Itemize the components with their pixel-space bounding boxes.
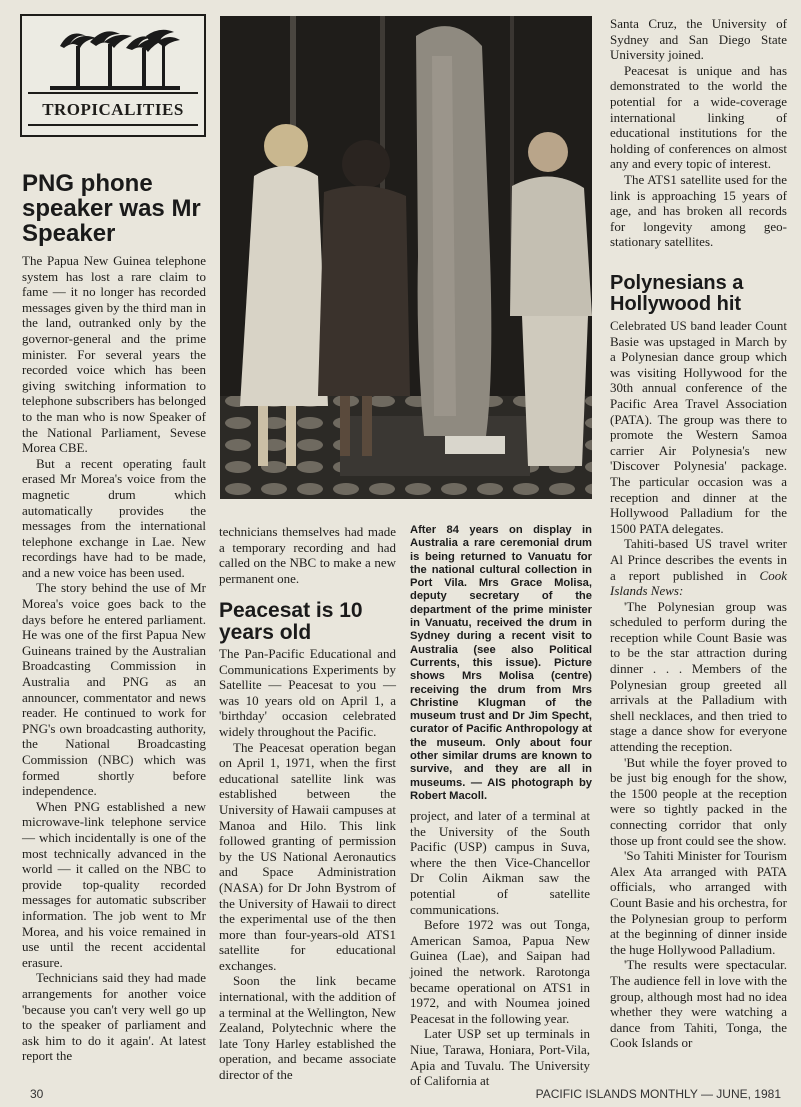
photo-illustration: [220, 16, 592, 499]
paragraph: The Pan-Pacific Educational and Communications Experiments by Satellite — Peacesat to you — was 10 years old on April 1, a 'birthday' occasion celebrated widely throughout the Pacific.: [219, 646, 396, 739]
paragraph: 'The Polynesian group was scheduled to perform during the reception while Count Basie was to be the star attraction during dinner . . . Members of the Polynesian group greeted all arrivals at the Palladium with shell necklaces, and then tried to stage a dance show for everyone attending the reception.: [610, 598, 787, 755]
paragraph: Peacesat is unique and has demonstrated to the world the potential for a wide-coverage international linking of educational institutions for the holding of conferences on almost any and every topic of interest.: [610, 62, 787, 172]
paragraph: Before 1972 was out Tonga, American Samoa, Papua New Guinea (Lae), and Saipan had joined the network. Rarotonga became operational on ATS1 in 1972, and with Noumea joined Peacesat in the following year.: [410, 917, 590, 1026]
article2-column2: [219, 646, 396, 1083]
paragraph-text: Tahiti-based US travel writer Al Prince describes the events in a report published in: [610, 536, 787, 583]
article2-column4: [610, 16, 787, 250]
photo-caption: After 84 years on display in Australia a rare ceremonial drum is being returned to Vanuatu for the national cultural collection in Port Vila. Mrs Grace Molisa, deputy secretary of the department of the prime minister in Vanuatu, received the drum in Sydney during a recent visit to Australia (see also Political Currents, this issue). Picture shows Mrs Molisa (centre) receiving the drum from Mrs Christine Klugman of the museum trust and Dr Jim Specht, curator of Pacific Anthropology at the museum. Only about four other similar drums are known to survive, and they are all in museums. — AIS photograph by Robert Macoll.: [410, 524, 592, 802]
paragraph: 'But while the foyer proved to be just big enough for the show, the 1500 people at the reception were so tightly packed in the connecting corridor that only those up front could see the show.: [610, 754, 787, 848]
paragraph: 'The results were spectacular. The audience fell in love with the group, although most had no idea whether they were watching a dance from Tahiti, Tonga, the Cook Islands or: [610, 957, 787, 1051]
logo-rule-bottom: [28, 124, 198, 126]
paragraph: But a recent operating fault erased Mr Morea's voice from the magnetic drum which automatically provides the messages from the international telephone exchange in Lae. New recordings have had to be made, and a new voice has been used.: [22, 455, 206, 580]
paragraph: [610, 536, 787, 598]
paragraph: project, and later of a terminal at the University of the South Pacific (USP) campus in Suva, where the then Vice-Chancellor Dr Colin Aikman saw the potential of satellite communications.: [410, 808, 590, 917]
source-publication: Cook Islands News:: [610, 567, 787, 599]
paragraph: Later USP set up terminals in Niue, Tarawa, Honiara, Port-Vila, Apia and Tuvalu. The University of California at: [410, 1026, 590, 1089]
headline-polynesians: Polynesians a Hollywood hit: [610, 272, 744, 315]
paragraph: The Peacesat operation began on April 1, 1971, when the first educational satellite link was established between the University of Hawaii campuses at Manoa and Hilo. This link followed granting of permission by the US National Aeronautics and Space Administration (NASA) for Dr John Bystrom of the University of Hawaii to direct the experimental use of the then more than four-years-old ATS1 satellite for educational exchanges.: [219, 739, 396, 973]
paragraph: Technicians said they had made arrangements for another voice 'because you can't very well go up to the speaker of parliament and ask him to do it again'. At latest report the: [22, 970, 206, 1064]
article2-column3: [410, 808, 590, 1089]
paragraph: 'So Tahiti Minister for Tourism Alex Ata arranged with PATA officials, who arranged with Count Basie and his orchestra, for the Polynesian group to perform at the beginning of dinner inside the huge Hollywood Palladium.: [610, 848, 787, 957]
palm-trees-icon: [50, 26, 180, 90]
logo-rule-top: [28, 92, 198, 94]
paragraph: Soon the link became international, with the addition of a terminal at the Wellington, New Zealand, Polytechnic where the late Tony Harley established the operation, and became associate director of the: [219, 973, 396, 1083]
paragraph: When PNG established a new microwave-link telephone service — which incidentally is one of the most technically advanced in the world — it called on the NBC to provide top-quality recorded messages for automatic subscriber information. The job went to Mr Morea, and his voice remained in use until the recent accidental erasure.: [22, 798, 206, 970]
article1-column1: [22, 253, 206, 1064]
drum-photograph: [220, 16, 592, 499]
paragraph: The Papua New Guinea telephone system has lost a rare claim to fame — it no longer has recorded messages given by the third man in the land, outranked only by the governor-general and the prime minister. For several years the recorded voice which has been giving switching information to telephone subscribers has belonged to the man who is now Speaker of the National Parliament, Sevese Morea CBE.: [22, 253, 206, 456]
paragraph: Santa Cruz, the University of Sydney and San Diego State University joined.: [610, 16, 787, 63]
page-number: 30: [30, 1087, 44, 1101]
headline-peacesat: Peacesat is 10 years old: [219, 599, 363, 645]
section-label: TROPICALITIES: [42, 100, 184, 119]
publication-footer: PACIFIC ISLANDS MONTHLY — JUNE, 1981: [535, 1087, 781, 1101]
headline-png-speaker: PNG phone speaker was Mr Speaker: [22, 170, 201, 248]
article1-continuation: [219, 524, 396, 586]
paragraph: The story behind the use of Mr Morea's voice goes back to the days before he entered parliament. He was one of the first Papua New Guineans trained by the Australian Broadcasting Commission in Australia and PNG as an announcer, commentator and news reader. He continued to work for PNG's own broadcasting authority, the National Broadcasting Commission (NBC) which was formed shortly before independence.: [22, 580, 206, 799]
paragraph: The ATS1 satellite used for the link is approaching 15 years of age, and has broken all records for longevity among geo-stationary satellites.: [610, 171, 787, 250]
paragraph: Celebrated US band leader Count Basie was upstaged in March by a Polynesian dance group which was visiting Hollywood for the 30th annual conference of the Pacific Area Travel Association (PATA). The group was there to promote the Western Samoa carrier Air Polynesia's new 'Discover Polynesia' package. The particular occasion was a reception and dinner at the Hollywood Palladium for the 1500 PATA delegates.: [610, 318, 787, 536]
paragraph: technicians themselves had made a temporary recording and had called on the NBC to make a new permanent one.: [219, 524, 396, 586]
tropicalities-logo-box: [20, 14, 206, 137]
article3-column4: [610, 318, 787, 1051]
